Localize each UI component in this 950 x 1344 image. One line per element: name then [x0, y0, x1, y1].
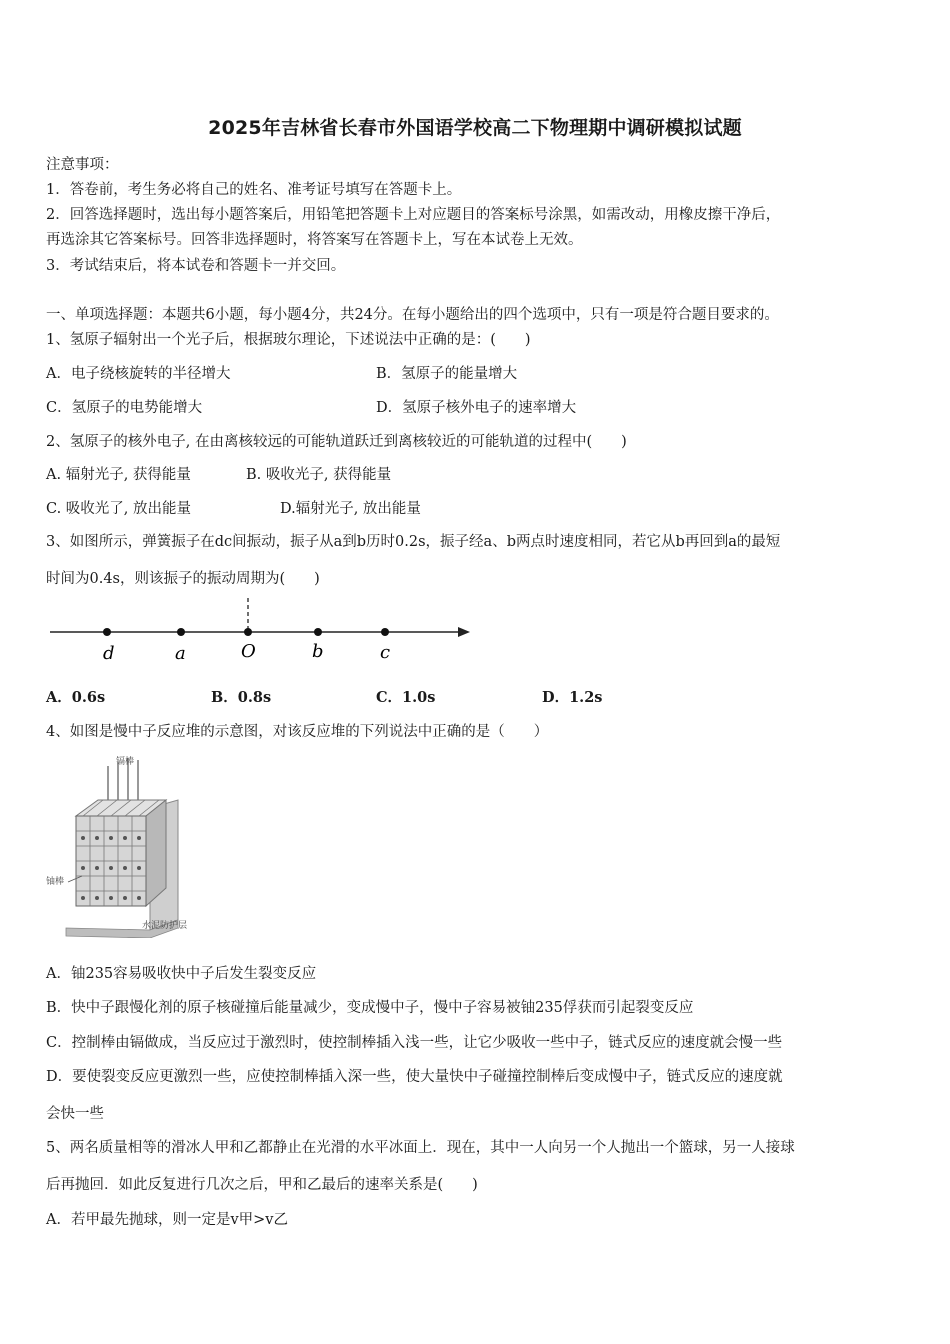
notice-heading: 注意事项： — [46, 157, 119, 173]
question-stem: 2、氢原子的核外电子, 在由离核较远的可能轨道跃迁到离核较近的可能轨道的过程中( ) — [46, 434, 627, 450]
question-stem: 1、氢原子辐射出一个光子后，根据玻尔理论，下述说法中正确的是：( ) — [46, 332, 531, 348]
option-a: A．铀235容易吸收快中子后发生裂变反应 — [46, 966, 317, 982]
point-a — [177, 628, 185, 636]
label-b: b — [312, 641, 324, 662]
option-d: D．1.2s — [542, 689, 603, 706]
option-d: D.辐射光子, 放出能量 — [280, 501, 421, 517]
label-c: c — [380, 642, 391, 663]
oscillator-axis-figure — [46, 594, 476, 670]
axis-arrow-icon — [458, 627, 470, 637]
label-o: O — [241, 641, 256, 662]
option-b: B．0.8s — [211, 689, 272, 706]
question-stem: 3、如图所示，弹簧振子在dc间振动，振子从a到b历时0.2s，振子经a、b两点时速度相同，若它从b再回到a的最短 — [46, 534, 781, 550]
point-d — [103, 628, 111, 636]
option-a: A．若甲最先抛球，则一定是v甲>v乙 — [46, 1212, 289, 1228]
label-a: a — [175, 643, 186, 664]
core-right-face — [146, 800, 166, 906]
option-b: B．氢原子的能量增大 — [376, 366, 518, 382]
option-a: A．电子绕核旋转的半径增大 — [46, 366, 231, 382]
question-stem: 4、如图是慢中子反应堆的示意图，对该反应堆的下列说法中正确的是（ ） — [46, 724, 549, 740]
question-stem: 时间为0.4s，则该振子的振动周期为( ) — [46, 571, 320, 587]
question-stem: 5、两名质量相等的滑冰人甲和乙都静止在光滑的水平冰面上．现在，其中一人向另一个人抛出一个篮球，另一人接球 — [46, 1140, 795, 1156]
option-d: D．氢原子核外电子的速率增大 — [376, 400, 577, 416]
section-heading: 一、单项选择题：本题共6小题，每小题4分，共24分。在每小题给出的四个选项中，只有一项是符合题目要求的。 — [46, 307, 779, 323]
option-c: C．氢原子的电势能增大 — [46, 400, 203, 416]
option-d: D．要使裂变反应更激烈一些，应使控制棒插入深一些，使大量快中子碰撞控制棒后变成慢中子，链式反应的速度就 — [46, 1069, 783, 1085]
point-o — [244, 628, 252, 636]
option-c: C. 吸收光了, 放出能量 — [46, 501, 192, 517]
option-c: C．1.0s — [376, 689, 436, 706]
option-d-continued: 会快一些 — [46, 1106, 104, 1122]
label-uranium-rod: 铀棒 — [46, 877, 65, 887]
option-b: B．快中子跟慢化剂的原子核碰撞后能量减少，变成慢中子，慢中子容易被铀235俘获而引起裂变反应 — [46, 1000, 694, 1016]
label-control-rod: 镉棒 — [116, 757, 135, 767]
option-a: A. 辐射光子, 获得能量 — [46, 467, 191, 483]
label-d: d — [103, 643, 115, 664]
label-concrete-shield: 水泥防护层 — [142, 921, 188, 931]
point-b — [314, 628, 322, 636]
option-a: A．0.6s — [46, 689, 106, 706]
page-title: 2025年吉林省长春市外国语学校高二下物理期中调研模拟试题 — [208, 117, 742, 139]
reactor-diagram — [46, 748, 196, 938]
notice-item: 再选涂其它答案标号。回答非选择题时，将答案写在答题卡上，写在本试卷上无效。 — [46, 232, 583, 248]
point-c — [381, 628, 389, 636]
notice-item: 1．答卷前，考生务必将自己的姓名、准考证号填写在答题卡上。 — [46, 182, 462, 198]
option-c: C．控制棒由镉做成，当反应过于激烈时，使控制棒插入浅一些，让它少吸收一些中子，链式反应的速度就会慢一些 — [46, 1035, 783, 1051]
question-stem: 后再抛回．如此反复进行几次之后，甲和乙最后的速率关系是( ) — [46, 1177, 478, 1193]
notice-item: 2．回答选择题时，选出每小题答案后，用铅笔把答题卡上对应题目的答案标号涂黑，如需改动，用橡皮擦干净后， — [46, 207, 781, 223]
notice-item: 3．考试结束后，将本试卷和答题卡一并交回。 — [46, 258, 346, 274]
option-b: B. 吸收光子, 获得能量 — [246, 467, 392, 483]
